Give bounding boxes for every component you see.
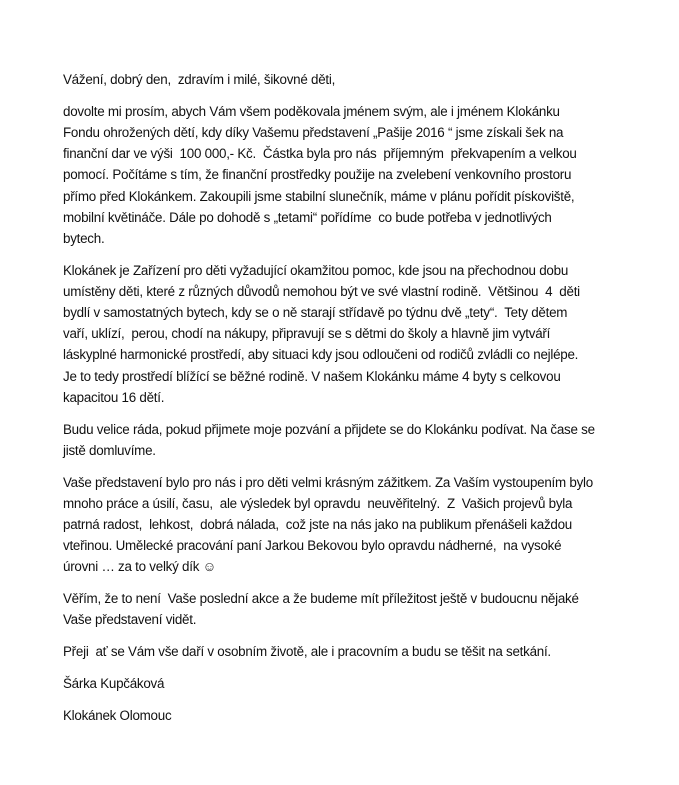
paragraph-line: mobilní květináče. Dále po dohodě s „tetami“ pořídíme co bude potřeba v jednotlivých	[63, 209, 552, 225]
paragraph-line: pomocí. Počítáme s tím, že finanční prostředky použije na zvelebení venkovního prostoru	[63, 167, 572, 183]
paragraph-line: Je to tedy prostředí blížící se běžné rodině. V našem Klokánku máme 4 byty s celkovou	[63, 368, 561, 384]
paragraph-line: bydlí v samostatných bytech, kdy se o ně starají střídavě po týdnu dvě „tety“. Tety dětem	[63, 305, 568, 321]
paragraph-line: Klokánek je Zařízení pro děti vyžadující okamžitou pomoc, kde jsou na přechodnou dobu	[63, 262, 569, 278]
paragraph-line: Věřím, že to není Vaše poslední akce a že budeme mít příležitost ještě v budoucnu nějaké	[63, 591, 579, 607]
paragraph-about-klokanek	[63, 260, 663, 408]
paragraph-performance	[63, 472, 663, 578]
paragraph-wishes	[63, 641, 663, 662]
paragraph-invitation	[63, 419, 663, 461]
signature-organization: Klokánek Olomouc	[63, 707, 172, 723]
paragraph-line: láskyplné harmonické prostředí, aby situaci kdy jsou odloučeni od rodičů zvládli co nejlépe.	[63, 347, 579, 363]
greeting: Vážení, dobrý den, zdravím i milé, šikovné děti,	[63, 72, 336, 87]
paragraph-line: Vaše představení bylo pro nás i pro děti velmi krásným zážitkem. Za Vaším vystoupením bylo	[63, 474, 593, 490]
paragraph-line: Fondu ohrožených dětí, kdy díky Vašemu představení „Pašije 2016 “ jsme získali šek na	[63, 124, 564, 140]
paragraph-line: kapacitou 16 dětí.	[63, 389, 165, 405]
paragraph-hope	[63, 588, 663, 630]
paragraph-line: patrná radost, lehkost, dobrá nálada, což jste na nás jako na publikum přenášeli každou	[63, 516, 572, 532]
paragraph-line: Přeji ať se Vám vše daří v osobním životě, ale i pracovním a budu se těšit na setkání.	[63, 644, 551, 660]
signature-name: Šárka Kupčáková	[63, 675, 165, 691]
paragraph-line: přímo před Klokánkem. Zakoupili jsme stabilní slunečník, máme v plánu pořídit pískoviště,	[63, 188, 575, 204]
paragraph-line: jistě domluvíme.	[63, 442, 156, 458]
paragraph-line: finanční dar ve výši 100 000,- Kč. Částka byla pro nás příjemným překvapením a velkou	[63, 146, 577, 162]
paragraph-line: vaří, uklízí, perou, chodí na nákupy, připravují se s dětmi do školy a hlavně jim vytváří	[63, 326, 551, 342]
paragraph-line: umístěny děti, které z různých důvodů nemohou být ve své vlastní rodině. Většinou 4 děti	[63, 283, 580, 299]
paragraph-line: Budu velice ráda, pokud přijmete moje pozvání a přijdete se do Klokánku podívat. Na čase se	[63, 421, 595, 437]
paragraph-line: dovolte mi prosím, abych Vám všem poděkovala jménem svým, ale i jménem Klokánku	[63, 103, 560, 119]
paragraph-line: bytech.	[63, 230, 105, 246]
paragraph-line: vteřinou. Umělecké pracování paní Jarkou Bekovou bylo opravdu nádherné, na vysoké	[63, 538, 562, 554]
paragraph-thanks	[63, 101, 663, 249]
paragraph-line: Vaše představení vidět.	[63, 612, 197, 628]
paragraph-line: mnoho práce a úsilí, času, ale výsledek byl opravdu neuvěřitelný. Z Vašich projevů byla	[63, 495, 573, 511]
paragraph-line: úrovni … za to velký dík ☺	[63, 559, 217, 575]
letter-page	[63, 69, 663, 726]
